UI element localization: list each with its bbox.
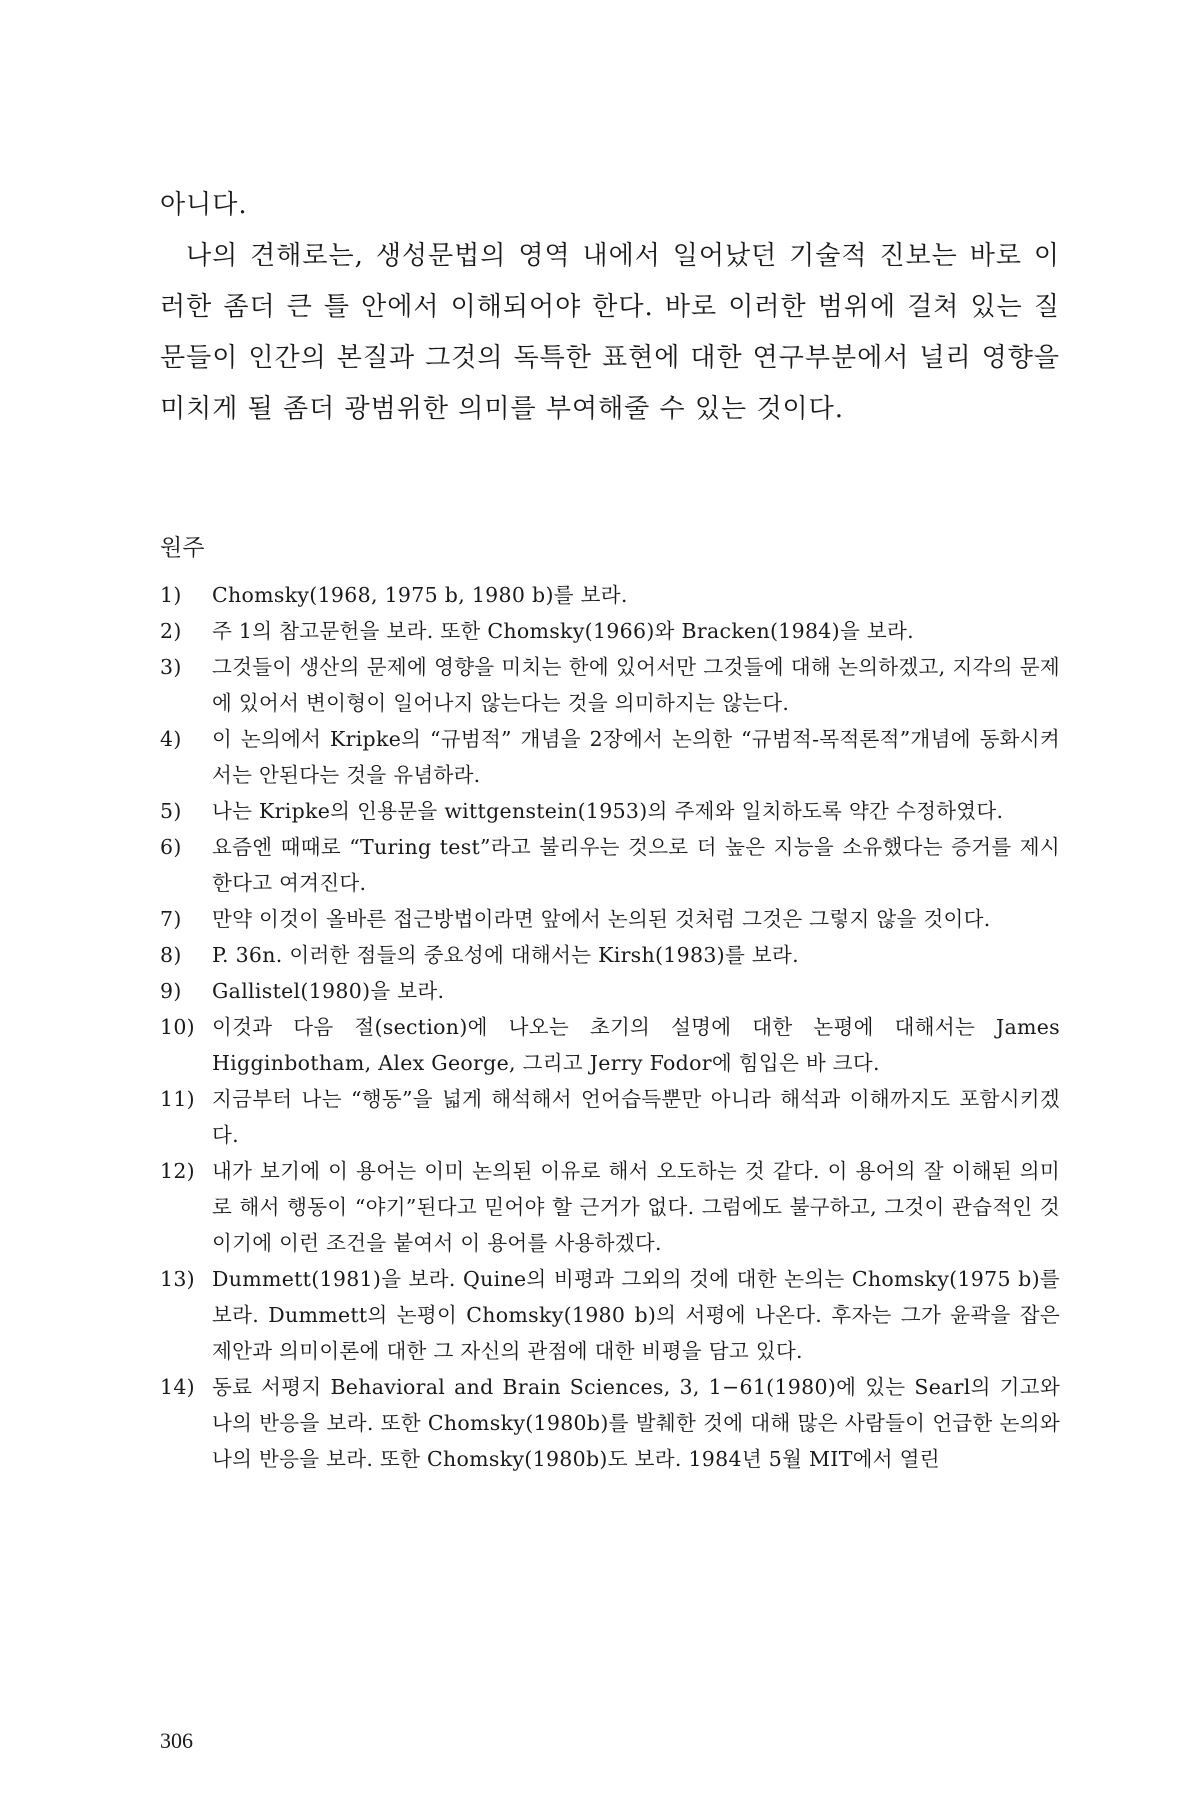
note-text: 나는 Kripke의 인용문을 wittgenstein(1953)의 주제와 일치하도록 약간 수정하였다. bbox=[212, 799, 1004, 823]
note-number: 9) bbox=[160, 979, 182, 1003]
note-item bbox=[160, 649, 1060, 721]
note-number: 4) bbox=[160, 727, 182, 751]
note-item bbox=[160, 1261, 1060, 1369]
note-text: P. 36n. 이러한 점들의 중요성에 대해서는 Kirsh(1983)를 보라. bbox=[212, 943, 799, 967]
note-text: 요즘엔 때때로 “Turing test”라고 불리우는 것으로 더 높은 지능을 소유했다는 증거를 제시한다고 여겨진다. bbox=[212, 835, 1060, 895]
note-item bbox=[160, 721, 1060, 793]
note-number: 11) bbox=[160, 1087, 195, 1111]
note-item bbox=[160, 937, 1060, 973]
note-text: 동료 서평지 Behavioral and Brain Sciences, 3, 1−61(1980)에 있는 Searl의 기고와 나의 반응을 보라. 또한 Chomsky(1980b)를 발췌한 것에 대해 많은 사람들이 언급한 논의와 나의 반응을 보라. 또한 Chomsky(1980b)도 보라. 1984년 5월 MIT에서 열린 bbox=[212, 1375, 1060, 1471]
note-item bbox=[160, 1369, 1060, 1477]
note-text: 이것과 다음 절(section)에 나오는 초기의 설명에 대한 논평에 대해서는 James Higginbotham, Alex George, 그리고 Jerry Fodor에 힘입은 바 크다. bbox=[212, 1015, 1060, 1075]
note-text: 주 1의 참고문헌을 보라. 또한 Chomsky(1966)와 Bracken(1984)을 보라. bbox=[212, 619, 914, 643]
note-number: 10) bbox=[160, 1015, 195, 1039]
note-item bbox=[160, 901, 1060, 937]
note-item bbox=[160, 1009, 1060, 1081]
note-item bbox=[160, 613, 1060, 649]
note-number: 12) bbox=[160, 1159, 195, 1183]
note-text: 지금부터 나는 “행동”을 넓게 해석해서 언어습득뿐만 아니라 해석과 이해까지도 포함시키겠다. bbox=[212, 1087, 1060, 1147]
body-paragraph: 나의 견해로는, 생성문법의 영역 내에서 일어났던 기술적 진보는 바로 이러한 좀더 큰 틀 안에서 이해되어야 한다. 바로 이러한 범위에 걸쳐 있는 질문들이 인간의 본질과 그것의 독특한 표현에 대한 연구부분에서 널리 영향을 미치게 될 좀더 광범위한 의미를 부여해줄 수 있는 것이다. bbox=[160, 241, 1060, 424]
note-number: 13) bbox=[160, 1267, 195, 1291]
note-item bbox=[160, 577, 1060, 613]
body-text bbox=[160, 180, 1060, 435]
note-number: 8) bbox=[160, 943, 182, 967]
note-number: 2) bbox=[160, 619, 182, 643]
note-text: 그것들이 생산의 문제에 영향을 미치는 한에 있어서만 그것들에 대해 논의하겠고, 지각의 문제에 있어서 변이형이 일어나지 않는다는 것을 의미하지는 않는다. bbox=[212, 655, 1060, 715]
note-number: 3) bbox=[160, 655, 182, 679]
note-item bbox=[160, 1081, 1060, 1153]
note-number: 5) bbox=[160, 799, 182, 823]
note-item bbox=[160, 1153, 1060, 1261]
note-number: 14) bbox=[160, 1375, 195, 1399]
note-item bbox=[160, 793, 1060, 829]
note-number: 1) bbox=[160, 583, 182, 607]
notes-list bbox=[160, 577, 1060, 1477]
note-text: 이 논의에서 Kripke의 “규범적” 개념을 2장에서 논의한 “규범적-목적론적”개념에 동화시켜서는 안된다는 것을 유념하라. bbox=[212, 727, 1060, 787]
note-text: Gallistel(1980)을 보라. bbox=[212, 979, 445, 1003]
notes-heading: 원주 bbox=[160, 535, 205, 561]
note-item bbox=[160, 829, 1060, 901]
body-paragraph: 아니다. bbox=[160, 190, 248, 220]
page-content bbox=[160, 180, 1060, 1477]
note-text: Dummett(1981)을 보라. Quine의 비평과 그외의 것에 대한 논의는 Chomsky(1975 b)를 보라. Dummett의 논평이 Chomsky(1980 b)의 서평에 나온다. 후자는 그가 윤곽을 잡은 제안과 의미이론에 대한 그 자신의 관점에 대한 비평을 담고 있다. bbox=[212, 1267, 1060, 1363]
note-number: 7) bbox=[160, 907, 182, 931]
note-text: 만약 이것이 올바른 접근방법이라면 앞에서 논의된 것처럼 그것은 그렇지 않을 것이다. bbox=[212, 907, 991, 931]
note-number: 6) bbox=[160, 835, 182, 859]
page-number: 306 bbox=[160, 1728, 193, 1753]
note-text: 내가 보기에 이 용어는 이미 논의된 이유로 해서 오도하는 것 같다. 이 용어의 잘 이해된 의미로 해서 행동이 “야기”된다고 믿어야 할 근거가 없다. 그럼에도 불구하고, 그것이 관습적인 것이기에 이런 조건을 붙여서 이 용어를 사용하겠다. bbox=[212, 1159, 1060, 1255]
note-text: Chomsky(1968, 1975 b, 1980 b)를 보라. bbox=[212, 583, 628, 607]
note-item bbox=[160, 973, 1060, 1009]
